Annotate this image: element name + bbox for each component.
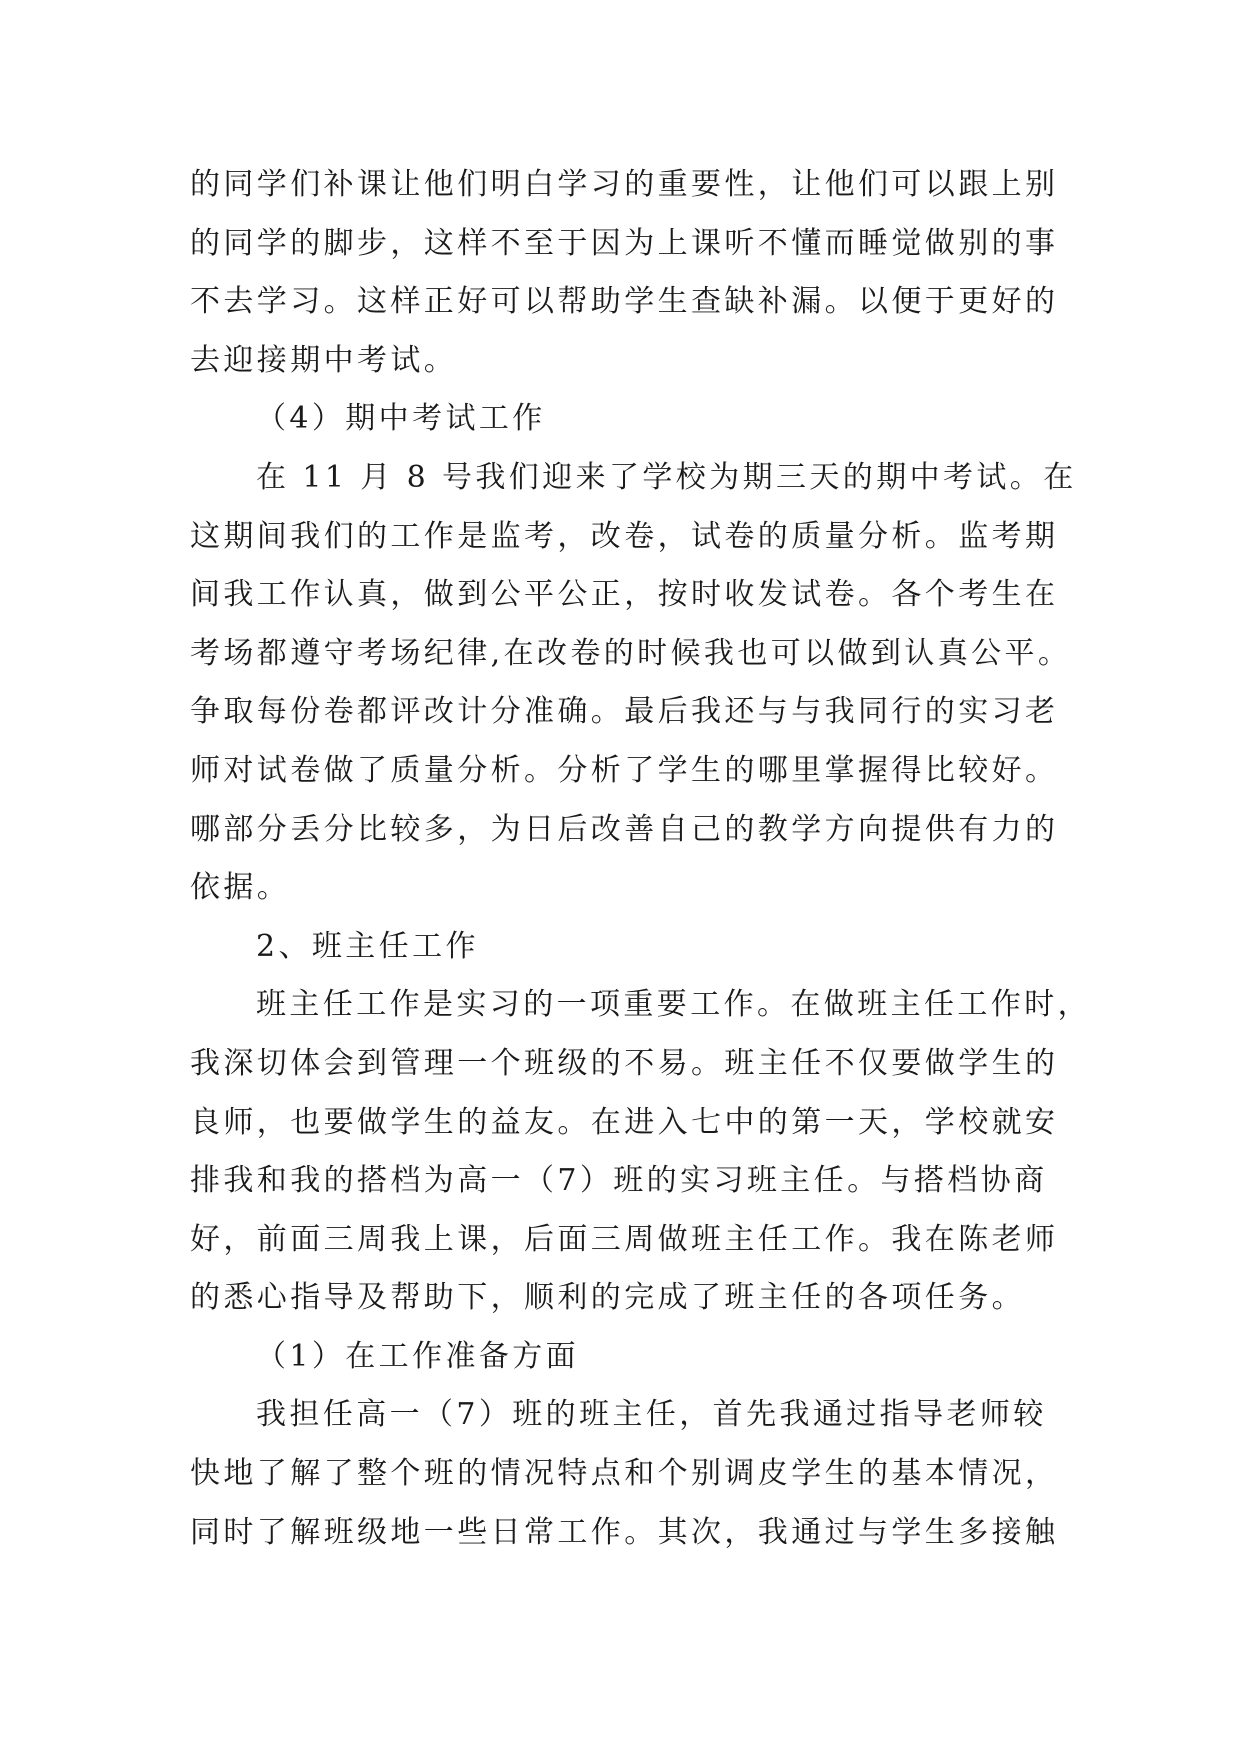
paragraph-first-line: 在 11 月 8 号我们迎来了学校为期三天的期中考试。在 [256, 459, 1077, 495]
text-line: 哪部分丢分比较多，为日后改善自己的教学方向提供有力的 [190, 811, 1059, 847]
text-line: 不去学习。这样正好可以帮助学生查缺补漏。以便于更好的 [190, 284, 1059, 320]
text-line: 快地了解了整个班的情况特点和个别调皮学生的基本情况， [190, 1456, 1059, 1492]
text-line: 良师，也要做学生的益友。在进入七中的第一天，学校就安 [190, 1104, 1059, 1140]
section-heading: （1）在工作准备方面 [256, 1338, 580, 1374]
text-line: 考场都遵守考场纪律,在改卷的时候我也可以做到认真公平。 [190, 635, 1072, 671]
text-line: 的同学们补课让他们明白学习的重要性，让他们可以跟上别 [190, 167, 1059, 202]
paragraph-first-line: 班主任工作是实习的一项重要工作。在做班主任工作时， [256, 987, 1091, 1023]
text-line: 师对试卷做了质量分析。分析了学生的哪里掌握得比较好。 [190, 752, 1059, 788]
text-line: 的同学的脚步，这样不至于因为上课听不懂而睡觉做别的事 [190, 225, 1059, 261]
text-line: 依据。 [190, 870, 291, 906]
text-line: 这期间我们的工作是监考，改卷，试卷的质量分析。监考期 [190, 518, 1059, 554]
paragraph-first-line: 我担任高一（7）班的班主任，首先我通过指导老师较 [256, 1397, 1047, 1433]
text-line: 争取每份卷都评改计分准确。最后我还与与我同行的实习老 [190, 694, 1059, 730]
section-heading: 2、班主任工作 [256, 928, 479, 964]
text-line: 排我和我的搭档为高一（7）班的实习班主任。与搭档协商 [190, 1163, 1048, 1199]
text-line: 我深切体会到管理一个班级的不易。班主任不仅要做学生的 [190, 1045, 1059, 1081]
text-line: 间我工作认真，做到公平公正，按时收发试卷。各个考生在 [190, 577, 1059, 613]
text-line: 好，前面三周我上课，后面三周做班主任工作。我在陈老师 [190, 1221, 1059, 1257]
text-line: 同时了解班级地一些日常工作。其次，我通过与学生多接触 [190, 1514, 1059, 1550]
body-text [190, 156, 1091, 1562]
section-heading: （4）期中考试工作 [256, 401, 546, 437]
text-line: 的悉心指导及帮助下，顺利的完成了班主任的各项任务。 [190, 1280, 1025, 1316]
text-line: 去迎接期中考试。 [190, 342, 458, 378]
